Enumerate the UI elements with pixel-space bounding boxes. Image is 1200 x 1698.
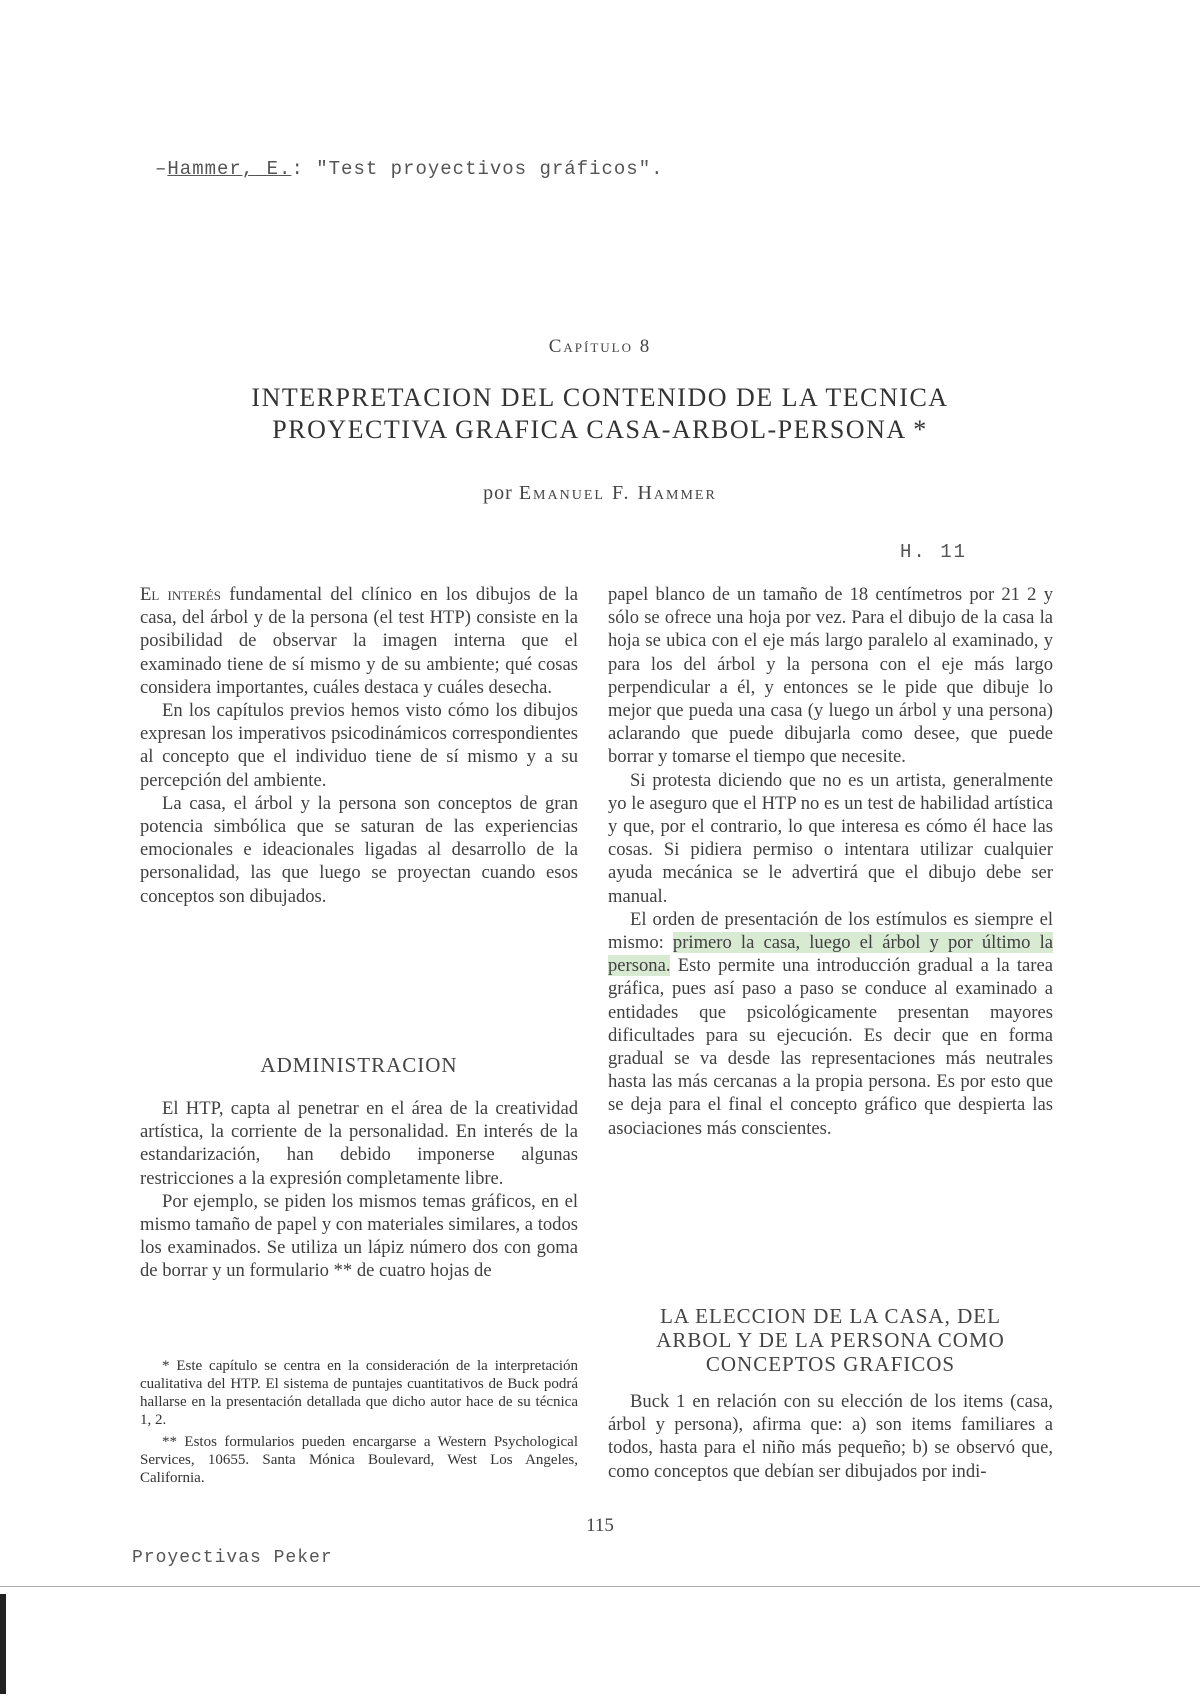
paragraph-text: Esto permite una introducción gradual a la tarea gráfica, pues así paso a paso se conduce al examinado a entidades que psicológicamente presentan mayores dificultades para su ejecución. Es decir que en forma gradual se va desde las representaciones más neutrales hasta las más cercanas a la propia persona. Es por esto que se deja para el final el concepto gráfico que despierta las asociaciones más conscientes. — [608, 955, 1053, 1139]
reference-dash: – — [155, 158, 168, 180]
left-column-intro — [140, 583, 578, 908]
section-heading-eleccion — [608, 1304, 1053, 1376]
reference-title: : "Test proyectivos gráficos". — [291, 158, 664, 180]
paragraph — [140, 583, 578, 699]
page-number: 115 — [586, 1515, 614, 1536]
lead-in: El interés — [140, 584, 221, 605]
header-reference — [155, 158, 664, 180]
reference-author: Hammer, E. — [167, 158, 292, 180]
right-column-bottom — [608, 1390, 1053, 1483]
paragraph: Si protesta diciendo que no es un artista, generalmente yo le aseguro que el HTP no es un test de habilidad artística y que, por el contrario, lo que interesa es cómo él hace las cosas. Si pidiera permiso o intentara utilizar cualquier ayuda mecánica se le advertirá que el dibujo debe ser manual. — [608, 769, 1053, 907]
footer-reference: Proyectivas Peker — [132, 1548, 333, 1568]
paragraph: papel blanco de un tamaño de 18 centímetros por 21 2 y sólo se ofrece una hoja por vez. Para el dibujo de la casa la hoja se ubica con el eje más largo paralelo al examinado, y para los del árbol y la persona con el eje más largo perpendicular a él, y entonces se le pide que dibuje lo mejor que pueda una casa (y luego un árbol y una persona) aclarando que puede dibujarla como desee, que puede borrar y tomarse el tiempo que necesite. — [608, 584, 1053, 768]
paragraph-text: fundamental del clínico en los dibujos de la casa, del árbol y de la persona (el test HTP) consiste en la posibilidad de observar la imagen interna que el examinado tiene de sí mismo y de su ambiente; qué cosas considera importantes, cuáles destaca y cuáles desecha. — [140, 584, 578, 698]
footnotes — [140, 1357, 578, 1491]
heading-line-1: LA ELECCION DE LA CASA, DEL — [660, 1304, 1001, 1328]
chapter-title — [0, 382, 1200, 446]
paragraph: Buck 1 en relación con su elección de los items (casa, árbol y persona), afirma que: a) son items familiares a todos, hasta para el niño más pequeño; b) se observó que, como conceptos que debían ser dibujados por indi- — [608, 1391, 1053, 1482]
paragraph: El HTP, capta al penetrar en el área de la creatividad artística, la corriente de la personalidad. En interés de la estandarización, han debido imponerse algunas restricciones a la expresión completamente libre. — [140, 1098, 578, 1189]
paragraph — [608, 908, 1053, 1140]
highlighted-text: primero la casa, luego el árbol y por último la persona. — [608, 932, 1053, 977]
paragraph: La casa, el árbol y la persona son conceptos de gran potencia simbólica que se saturan de las experiencias emocionales e ideacionales ligadas al desarrollo de la personalidad, las que luego se proyectan cuando esos conceptos son dibujados. — [140, 792, 578, 907]
document-code: H. 11 — [900, 541, 968, 563]
title-line-2: PROYECTIVA GRAFICA CASA-ARBOL-PERSONA * — [272, 415, 928, 444]
footnote-1: * Este capítulo se centra en la consideración de la interpretación cualitativa del HTP. El sistema de puntajes cuantitativos de Buck podrá hallarse en la presentación detallada que dicho autor hace de su técnica 1, 2. — [140, 1358, 578, 1428]
heading-line-3: CONCEPTOS GRAFICOS — [705, 1352, 956, 1376]
paragraph: En los capítulos previos hemos visto cómo los dibujos expresan los imperativos psicodinámicos correspondientes al concepto que el individuo tiene de sí mismo y a su percepción del ambiente. — [140, 700, 578, 791]
scan-edge-mark — [0, 1594, 6, 1694]
heading-line-2: ARBOL Y DE LA PERSONA COMO — [656, 1328, 1005, 1352]
footnote-2: ** Estos formularios pueden encargarse a Western Psychological Services, 10655. Santa Mónica Boulevard, West Los Angeles, California. — [140, 1434, 578, 1486]
right-column-top — [608, 583, 1053, 1140]
byline — [0, 482, 1200, 505]
paragraph-text: El orden de presentación de los estímulos es siempre el mismo: — [608, 908, 1053, 954]
section-heading-administracion: ADMINISTRACION — [260, 1053, 458, 1077]
scan-edge-line — [0, 1586, 1200, 1587]
left-column-administration — [140, 1097, 578, 1283]
byline-prefix: por — [483, 482, 513, 504]
chapter-label: Capítulo 8 — [548, 336, 652, 357]
paragraph: Por ejemplo, se piden los mismos temas gráficos, en el mismo tamaño de papel y con materiales similares, a todos los examinados. Se utiliza un lápiz número dos con goma de borrar y un formulario ** de cuatro hojas de — [140, 1190, 578, 1282]
byline-author: Emanuel F. Hammer — [518, 482, 717, 504]
title-line-1: INTERPRETACION DEL CONTENIDO DE LA TECNICA — [251, 383, 949, 412]
